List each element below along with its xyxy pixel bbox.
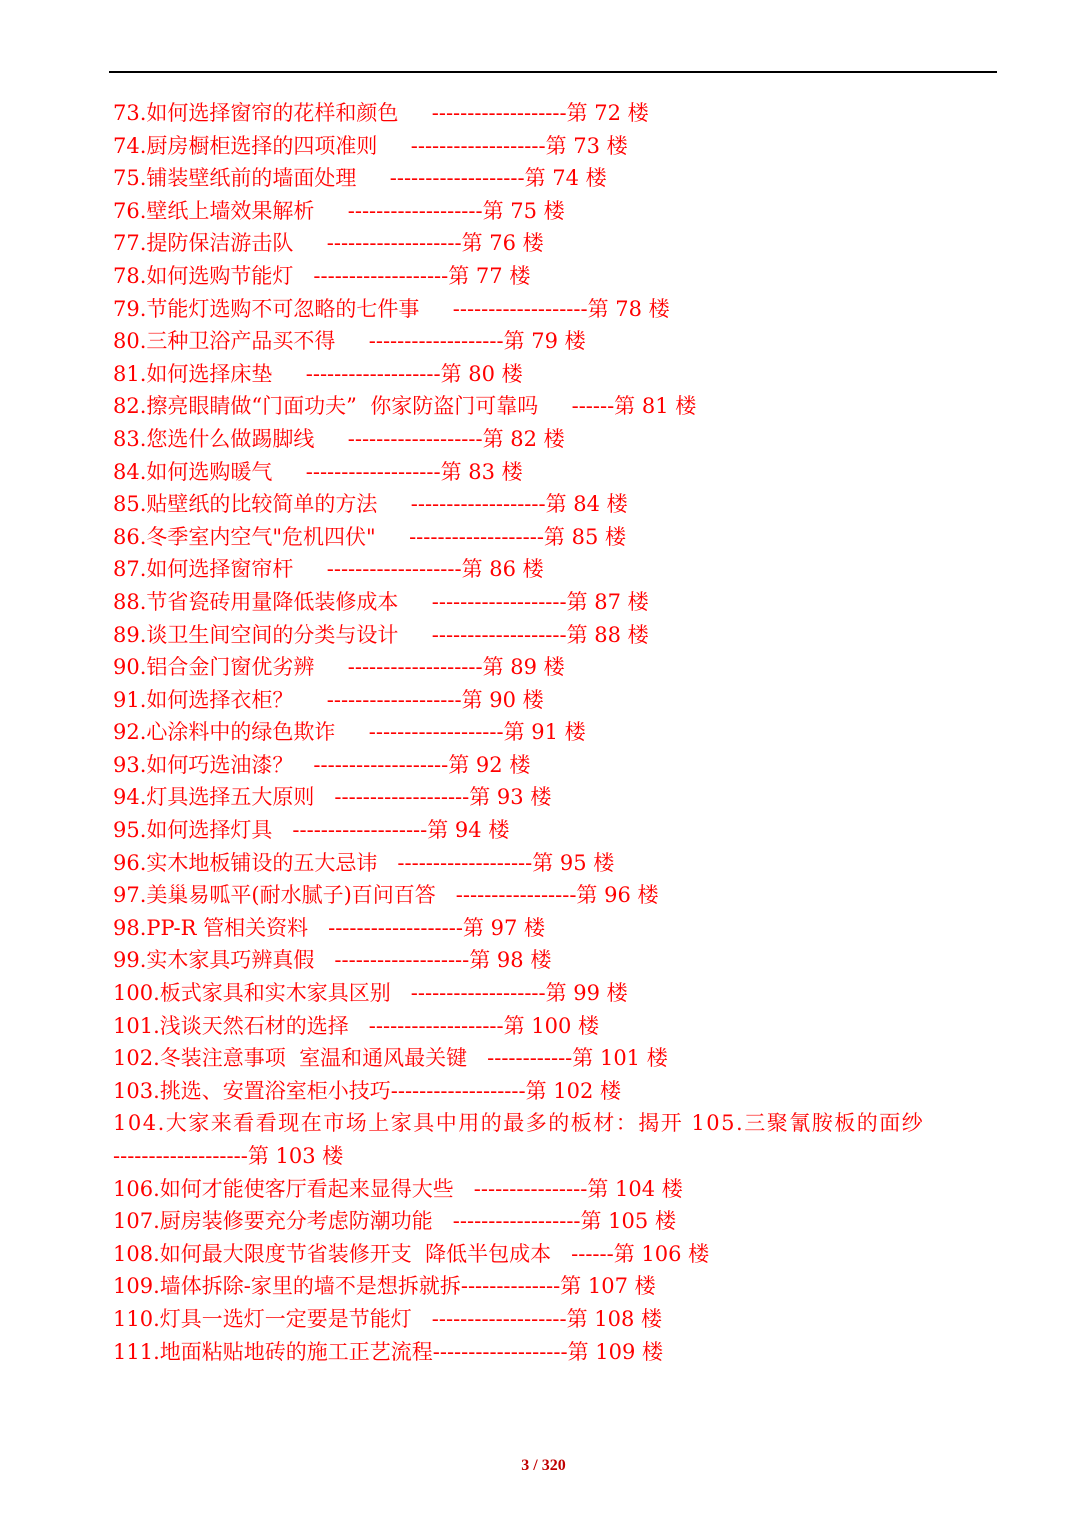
toc-entry[interactable]: 95.如何选择灯具 -------------------第 94 楼 xyxy=(113,818,510,843)
toc-entry[interactable]: 80.三种卫浴产品买不得 -------------------第 79 楼 xyxy=(113,329,586,354)
toc-entry[interactable]: 103.挑选、安置浴室柜小技巧-------------------第 102 楼 xyxy=(113,1078,622,1103)
toc-entry[interactable]: 78.如何选购节能灯 -------------------第 77 楼 xyxy=(113,263,531,288)
toc-entry[interactable]: 74.厨房橱柜选择的四项准则 -------------------第 73 楼 xyxy=(113,133,628,158)
header-rule xyxy=(109,71,997,73)
toc-entry[interactable]: 89.谈卫生间空间的分类与设计 -------------------第 88 楼 xyxy=(113,622,649,647)
toc-entry[interactable]: 101.浅谈天然石材的选择 -------------------第 100 楼 xyxy=(113,1013,600,1038)
toc-entry[interactable]: 104.大家来看看现在市场上家具中用的最多的板材：揭开 105.三聚氰胺板的面纱 xyxy=(113,1111,925,1136)
toc-entry[interactable]: 83.您选什么做踢脚线 -------------------第 82 楼 xyxy=(113,426,565,451)
toc-entry[interactable]: 110.灯具一选灯一定要是节能灯 -------------------第 108 楼 xyxy=(113,1306,663,1331)
toc-entry[interactable]: 87.如何选择窗帘杆 -------------------第 86 楼 xyxy=(113,557,544,582)
toc-entry-continuation[interactable]: -------------------第 103 楼 xyxy=(113,1144,344,1168)
toc-entry[interactable]: 107.厨房装修要充分考虑防潮功能 ------------------第 105 楼 xyxy=(113,1209,676,1234)
toc-entry[interactable]: 98.PP-R 管相关资料 -------------------第 97 楼 xyxy=(113,915,546,940)
toc-entry[interactable]: 99.实木家具巧辨真假 -------------------第 98 楼 xyxy=(113,948,552,973)
toc-entry[interactable]: 102.冬装注意事项 室温和通风最关键 ------------第 101 楼 xyxy=(113,1046,668,1071)
toc-entry[interactable]: 97.美巢易呱平(耐水腻子)百问百答 -----------------第 96 楼 xyxy=(113,883,659,908)
toc-entry[interactable]: 106.如何才能使客厅看起来显得大些 ----------------第 104 楼 xyxy=(113,1176,683,1201)
toc-entry[interactable]: 79.节能灯选购不可忽略的七件事 -------------------第 78 楼 xyxy=(113,296,670,321)
toc-entry[interactable]: 111.地面粘贴地砖的施工正艺流程-------------------第 109 楼 xyxy=(113,1339,664,1364)
page-number: 3 / 320 xyxy=(521,1457,566,1474)
toc-entry[interactable]: 81.如何选择床垫 -------------------第 80 楼 xyxy=(113,361,523,386)
toc-entry[interactable]: 94.灯具选择五大原则 -------------------第 93 楼 xyxy=(113,785,552,810)
toc-entry[interactable]: 91.如何选择衣柜？ -------------------第 90 楼 xyxy=(113,687,544,712)
toc-entry[interactable]: 93.如何巧选油漆？ -------------------第 92 楼 xyxy=(113,752,531,777)
toc-entry[interactable]: 75.铺装壁纸前的墙面处理 -------------------第 74 楼 xyxy=(113,166,607,191)
toc-entry[interactable]: 88.节省瓷砖用量降低装修成本 -------------------第 87 楼 xyxy=(113,589,649,614)
toc-entry[interactable]: 86.冬季室内空气"危机四伏" -------------------第 85 楼 xyxy=(113,524,626,549)
toc-entry[interactable]: 96.实木地板铺设的五大忌讳 -------------------第 95 楼 xyxy=(113,850,615,875)
toc-entry[interactable]: 90.铝合金门窗优劣辨 -------------------第 89 楼 xyxy=(113,655,565,680)
toc-entry[interactable]: 85.贴壁纸的比较简单的方法 -------------------第 84 楼 xyxy=(113,492,628,517)
toc-entry[interactable]: 73.如何选择窗帘的花样和颜色 -------------------第 72 楼 xyxy=(113,101,649,125)
toc-entry[interactable]: 109.墙体拆除-家里的墙不是想拆就拆--------------第 107 楼 xyxy=(113,1274,656,1299)
toc-entry[interactable]: 82.擦亮眼睛做“门面功夫” 你家防盗门可靠吗 ------第 81 楼 xyxy=(113,394,697,419)
toc-entry[interactable]: 108.如何最大限度节省装修开支 降低半包成本 ------第 106 楼 xyxy=(113,1241,710,1266)
toc-entry[interactable]: 100.板式家具和实木家具区别 -------------------第 99 楼 xyxy=(113,981,628,1006)
toc-entry[interactable]: 76.壁纸上墙效果解析 -------------------第 75 楼 xyxy=(113,198,565,223)
toc-entry[interactable]: 77.提防保洁游击队 -------------------第 76 楼 xyxy=(113,231,544,256)
table-of-contents xyxy=(113,97,997,1368)
toc-entry[interactable]: 84.如何选购暖气 -------------------第 83 楼 xyxy=(113,459,523,484)
toc-entry[interactable]: 92.心涂料中的绿色欺诈 -------------------第 91 楼 xyxy=(113,720,586,745)
